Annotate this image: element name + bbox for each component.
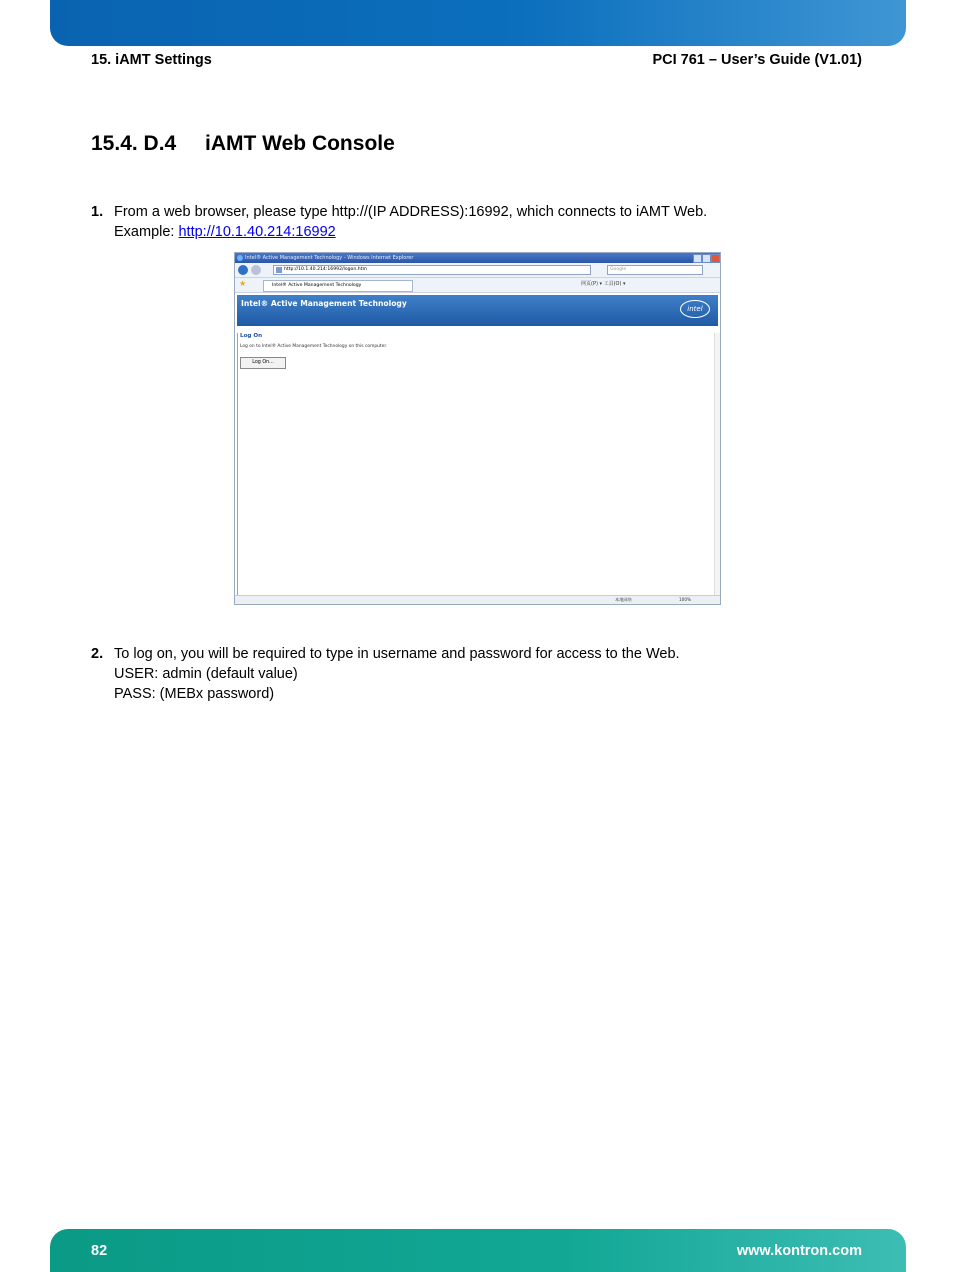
intel-logo: intel [680, 300, 710, 318]
logon-heading[interactable]: Log On [240, 333, 263, 339]
browser-window-title: Intel® Active Management Technology - Windows Internet Explorer [245, 255, 414, 261]
amt-banner-title: Intel® Active Management Technology [241, 299, 407, 308]
maximize-icon[interactable] [702, 254, 711, 263]
step-text: From a web browser, please type http://(IP ADDRESS):16992, which connects to iAMT Web. [114, 204, 708, 220]
page-icon [276, 267, 282, 273]
section-heading [91, 132, 395, 156]
user-line: USER: admin (default value) [114, 666, 298, 682]
amt-banner [237, 295, 718, 326]
forward-arrow-icon[interactable] [251, 265, 261, 275]
favorites-star-icon[interactable]: ★ [239, 279, 247, 288]
website[interactable]: www.kontron.com [736, 1243, 862, 1259]
browser-title-bar [235, 253, 720, 263]
browser-content [237, 333, 714, 595]
status-bar [235, 595, 720, 604]
browser-tab[interactable]: Intel® Active Management Technology [263, 280, 413, 292]
zoom-level[interactable]: 100% [679, 597, 691, 602]
example-label: Example: [114, 224, 179, 240]
guide-title: PCI 761 – User’s Guide (V1.01) [652, 52, 862, 68]
close-icon[interactable] [711, 254, 720, 263]
command-bar[interactable]: 网页(P) ▾ 工具(O) ▾ [581, 281, 626, 287]
step-number: 2. [91, 646, 104, 662]
status-zone: 本地网络 [615, 597, 632, 602]
example-line [114, 222, 707, 242]
header-band [50, 0, 906, 46]
step-number: 1. [91, 204, 104, 220]
page-number: 82 [91, 1243, 108, 1259]
section-number: 15.4. D.4 [91, 132, 177, 155]
pass-line: PASS: (MEBx password) [114, 686, 275, 702]
example-link[interactable]: http://10.1.40.214:16992 [178, 224, 336, 240]
tab-bar [235, 278, 720, 293]
ie-icon [237, 255, 243, 261]
minimize-icon[interactable] [693, 254, 702, 263]
step-text: To log on, you will be required to type in username and password for access to the Web. [114, 646, 680, 662]
scrollbar[interactable] [714, 333, 720, 595]
address-text: http://10.1.40.214:16992/logon.htm [284, 267, 367, 272]
search-input[interactable]: Google [607, 265, 703, 275]
back-arrow-icon[interactable] [238, 265, 248, 275]
chapter-title: 15. iAMT Settings [91, 52, 212, 68]
logon-button[interactable]: Log On... [240, 357, 286, 369]
section-title: iAMT Web Console [205, 132, 395, 155]
address-input[interactable] [273, 265, 591, 275]
browser-screenshot [234, 252, 721, 605]
address-bar [235, 263, 720, 278]
logon-text: Log on to Intel® Active Management Technology on this computer. [240, 344, 388, 349]
